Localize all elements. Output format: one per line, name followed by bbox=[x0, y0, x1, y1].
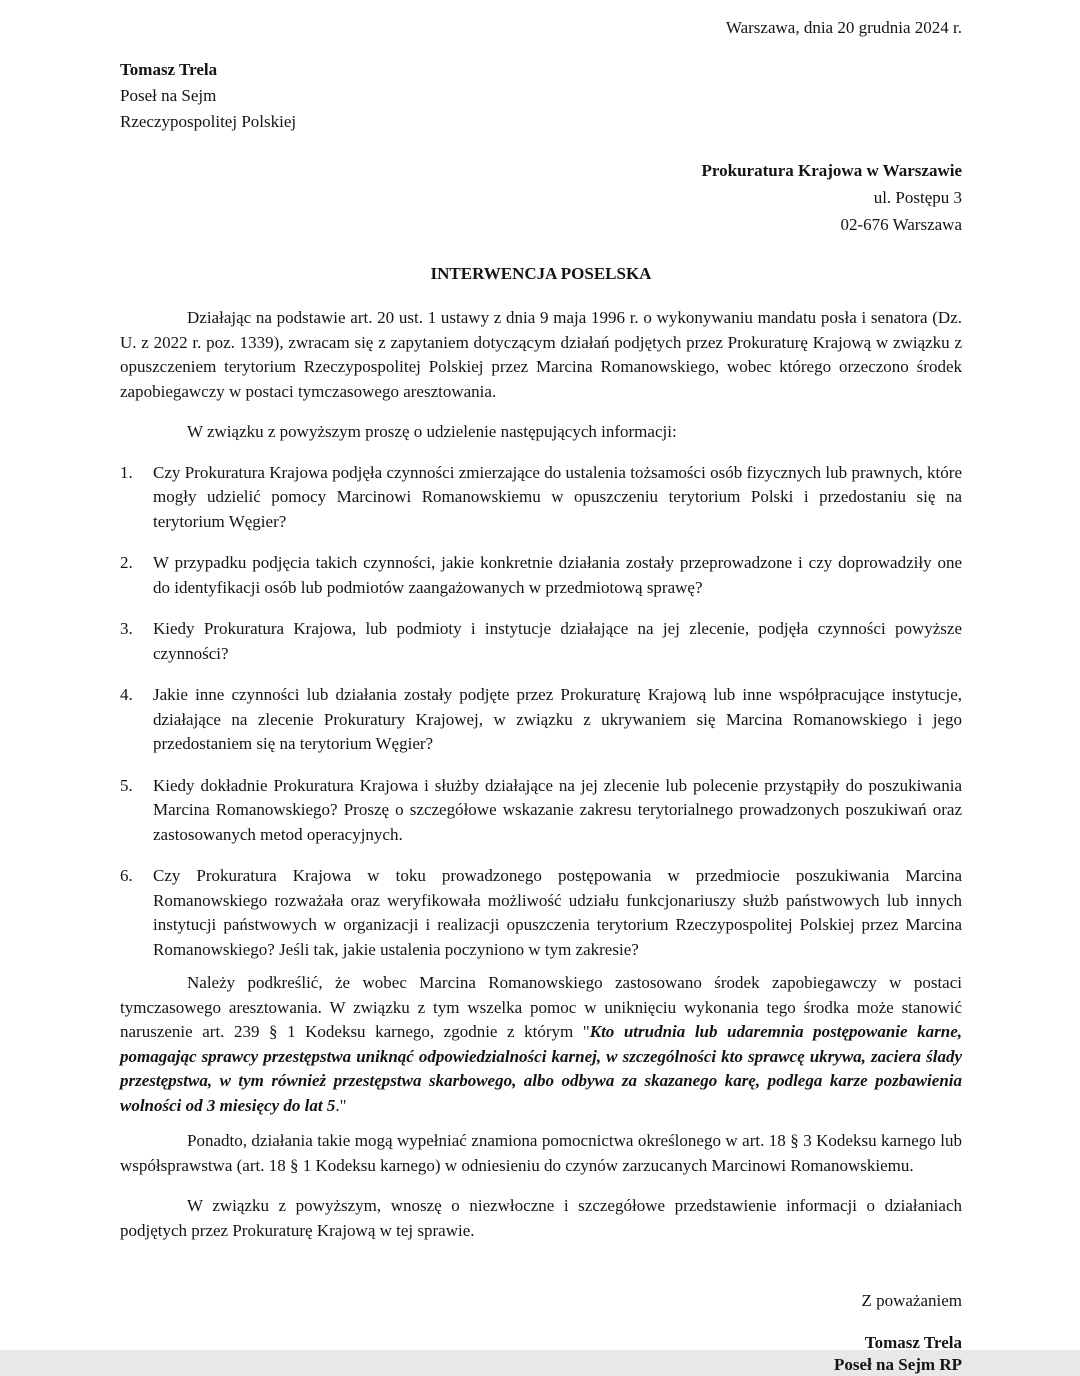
question-item-1 bbox=[120, 461, 962, 535]
question-number: 3. bbox=[120, 619, 133, 638]
question-number: 4. bbox=[120, 685, 133, 704]
intro-paragraph: Działając na podstawie art. 20 ust. 1 ustawy z dnia 9 maja 1996 r. o wykonywaniu mandatu posła i senatora (Dz. U. z 2022 r. poz. 1339), zwracam się z zapytaniem dotyczącym działań podjętych przez Prokuraturę Krajową w związku z opuszczeniem terytorium Rzeczypospolitej Polskiej przez Marcina Romanowskiego, wobec którego orzeczono środek zapobiegawczy w postaci tymczasowego aresztowania. bbox=[120, 308, 962, 401]
recipient-street: ul. Postępu 3 bbox=[873, 187, 962, 207]
question-number: 6. bbox=[120, 866, 133, 885]
legal-outro: ." bbox=[335, 1095, 347, 1115]
question-text: Czy Prokuratura Krajowa podjęła czynności zmierzające do ustalenia tożsamości osób fizycznych lub prawnych, które mogły udzielić pomocy Marcinowi Romanowskiemu w opuszczeniu terytorium Polski i przedostaniu się na terytorium Węgier? bbox=[153, 462, 962, 531]
question-item-3 bbox=[120, 617, 962, 666]
question-text: W przypadku podjęcia takich czynności, jakie konkretnie działania zostały przeprowadzone i czy doprowadziły one do identyfikacji osób lub podmiotów zaangażowanych w przedmiotową sprawę? bbox=[153, 553, 962, 597]
question-text: Czy Prokuratura Krajowa w toku prowadzonego postępowania w przedmiocie poszukiwania Marcina Romanowskiego rozważała oraz weryfikowała możliwość udziału funkcjonariuszy służb państwowych lub innych instytucji państwowych w organizacji i realizacji opuszczenia terytorium Rzeczypospolitej Polskiej przez Marcina Romanowskiego? Jeśli tak, jakie ustalenia poczyniono w tym zakresie? bbox=[153, 866, 962, 959]
legal-quote: Kto utrudnia lub udaremnia postępowanie karne, pomagając sprawcy przestępstwa uniknąć odpowiedzialności karnej, w szczególności kto sprawcę ukrywa, zaciera ślady przestępstwa, w tym również przestępstwa skarbowego, albo odbywa za skazanego karę, podlega karze pozbawienia wolności od 3 miesięcy do lat 5 bbox=[120, 1022, 962, 1115]
sender-org: Rzeczypospolitej Polskiej bbox=[120, 111, 297, 131]
signature-role: Poseł na Sejm RP bbox=[834, 1354, 962, 1374]
document-title: INTERWENCJA POSELSKA bbox=[430, 263, 652, 283]
sender-name: Tomasz Trela bbox=[120, 59, 218, 79]
legal-paragraph bbox=[120, 971, 962, 1118]
question-item-4 bbox=[120, 683, 962, 757]
request-line: W związku z powyższym proszę o udzielenie następujących informacji: bbox=[187, 422, 677, 441]
question-number: 5. bbox=[120, 775, 133, 795]
date-line: Warszawa, dnia 20 grudnia 2024 r. bbox=[725, 18, 962, 37]
recipient-name: Prokuratura Krajowa w Warszawie bbox=[701, 160, 962, 180]
question-item-2 bbox=[120, 551, 962, 600]
signature-block bbox=[120, 1332, 962, 1376]
question-text: Kiedy dokładnie Prokuratura Krajowa i służby działające na jej zlecenie lub polecenie przystąpiły do poszukiwania Marcina Romanowskiego? Proszę o szczegółowe wskazanie zakresu terytorialnego prowadzonych poszukiwań oraz zastosowanych metod operacyjnych. bbox=[153, 775, 962, 844]
legal-intro: Należy podkreślić, że wobec Marcina Romanowskiego zastosowano środek zapobiegawczy w postaci tymczasowego aresztowania. W związku z tym wszelka pomoc w uniknięciu wykonania tego środka może stanowić naruszenie art. 239 § 1 Kodeksu karnego, zgodnie z którym " bbox=[120, 973, 962, 1041]
question-number: 1. bbox=[120, 462, 133, 482]
question-text: Jakie inne czynności lub działania zostały podjęte przez Prokuraturę Krajową lub inne współpracujące instytucje, działające na zlecenie Prokuratury Krajowej, w związku z ukrywaniem się Marcina Romanowskiego i jego przedostaniem się na terytorium Węgier? bbox=[153, 685, 962, 753]
valediction: Z poważaniem bbox=[861, 1291, 962, 1310]
recipient-block bbox=[120, 157, 962, 238]
question-item-6 bbox=[120, 864, 962, 962]
recipient-city: 02-676 Warszawa bbox=[840, 214, 962, 234]
sender-role: Poseł na Sejm bbox=[120, 85, 217, 105]
aiding-paragraph: Ponadto, działania takie mogą wypełniać znamiona pomocnictwa określonego w art. 18 § 3 Kodeksu karnego lub współsprawstwa (art. 18 § 1 Kodeksu karnego) w odniesieniu do czynów zarzucanych Marcinowi Romanowskiemu. bbox=[120, 1131, 962, 1175]
question-list bbox=[120, 461, 962, 963]
closing-paragraph: W związku z powyższym, wnoszę o niezwłoczne i szczegółowe przedstawienie informacji o działaniach podjętych przez Prokuraturę Krajową w tej sprawie. bbox=[120, 1196, 962, 1240]
question-number: 2. bbox=[120, 553, 133, 572]
question-text: Kiedy Prokuratura Krajowa, lub podmioty i instytucje działające na jej zlecenie, podjęła czynności powyższe czynności? bbox=[153, 619, 962, 663]
question-item-5 bbox=[120, 774, 962, 848]
signature-name: Tomasz Trela bbox=[864, 1332, 962, 1352]
sender-block bbox=[120, 57, 962, 135]
